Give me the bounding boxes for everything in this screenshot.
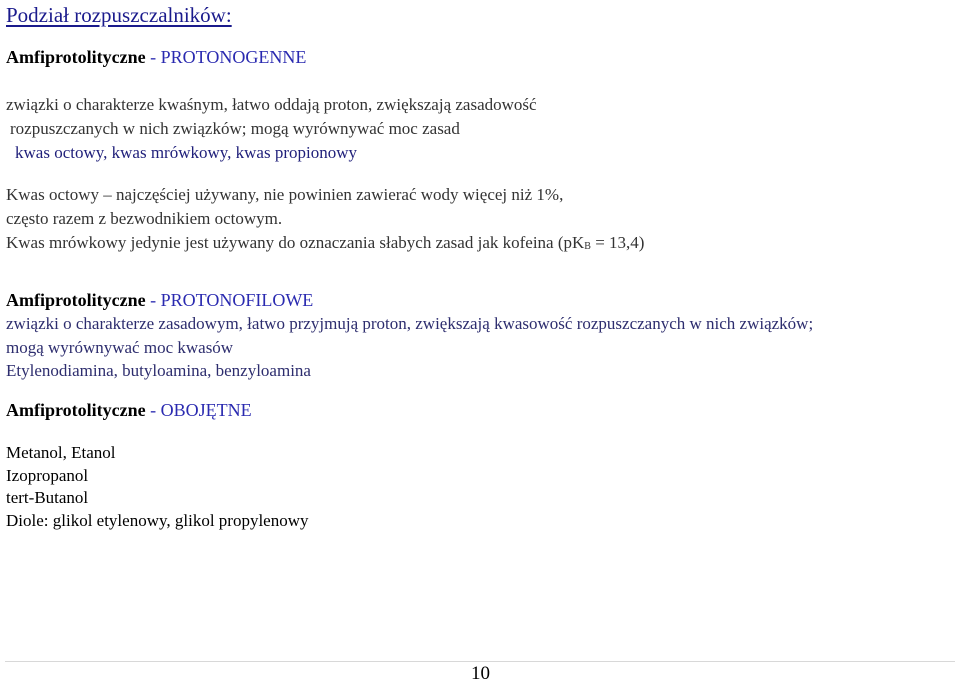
- heading-label: Amfiprotolityczne: [6, 400, 146, 420]
- text-line: rozpuszczanych w nich związków; mogą wyrównywać moc zasad: [10, 119, 460, 138]
- section-heading-protonogenne: [6, 47, 306, 68]
- text-line: związki o charakterze kwaśnym, łatwo oddają proton, zwiększają zasadowość: [6, 95, 537, 114]
- section-heading-obojetne: [6, 400, 252, 421]
- text-line: Etylenodiamina, butyloamina, benzyloamina: [6, 361, 311, 380]
- text-line: często razem z bezwodnikiem octowym.: [6, 209, 283, 228]
- list-item: tert-Butanol: [6, 488, 89, 507]
- page-number: 10: [471, 663, 490, 684]
- list-item: Izopropanol: [6, 466, 89, 485]
- page-title: Podział rozpuszczalników:: [6, 3, 232, 27]
- list-item: Diole: glikol etylenowy, glikol propylenowy: [6, 511, 309, 530]
- list-item: Metanol, Etanol: [6, 443, 116, 462]
- formula-text: Kwas mrówkowy jedynie jest używany do oznaczania słabych zasad jak kofeina (pK: [6, 233, 585, 252]
- text-line: mogą wyrównywać moc kwasów: [6, 338, 234, 357]
- heading-separator: -: [145, 290, 161, 310]
- text-line: Kwas octowy – najczęściej używany, nie powinien zawierać wody więcej niż 1%,: [6, 185, 564, 204]
- acid-examples: kwas octowy, kwas mrówkowy, kwas propionowy: [15, 143, 358, 162]
- formula-value: = 13,4): [590, 233, 645, 252]
- footer-divider: [5, 661, 955, 662]
- heading-type: OBOJĘTNE: [160, 400, 252, 420]
- heading-separator: -: [145, 47, 161, 67]
- heading-type: PROTONOGENNE: [160, 47, 307, 67]
- heading-type: PROTONOFILOWE: [160, 290, 314, 310]
- text-line: związki o charakterze zasadowym, łatwo przyjmują proton, zwiększają kwasowość rozpuszczanych w nich związków;: [6, 314, 814, 333]
- heading-label: Amfiprotolityczne: [6, 290, 146, 310]
- heading-separator: -: [145, 400, 161, 420]
- section-heading-protonofilowe: [6, 290, 313, 311]
- formula-line: [6, 233, 644, 253]
- heading-label: Amfiprotolityczne: [6, 47, 146, 67]
- formula-subscript: B: [584, 241, 591, 252]
